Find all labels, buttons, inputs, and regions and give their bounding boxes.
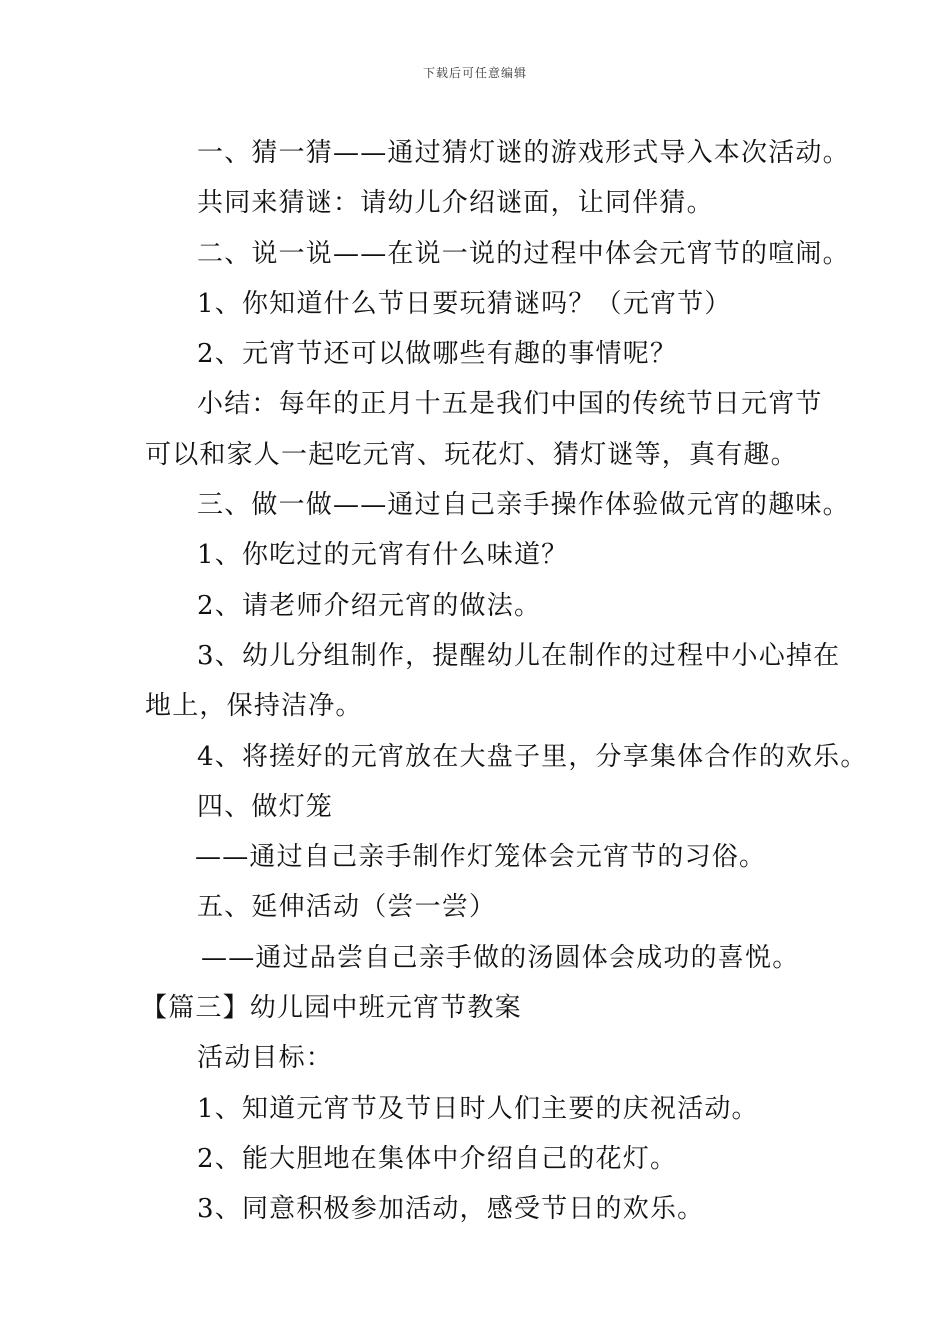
paragraph-line: 二、说一说——在说一说的过程中体会元宵节的喧闹。 xyxy=(197,238,850,269)
paragraph-line: 2、请老师介绍元宵的做法。 xyxy=(197,590,542,621)
page-header: 下载后可任意编辑 xyxy=(422,66,527,80)
paragraph-line: ——通过品尝自己亲手做的汤圆体会成功的喜悦。 xyxy=(201,942,800,973)
paragraph-line: 一、猜一猜——通过猜灯谜的游戏形式导入本次活动。 xyxy=(197,138,850,168)
paragraph-line: 活动目标： xyxy=(197,1043,334,1074)
paragraph-line: 三、做一做——通过自己亲手操作体验做元宵的趣味。 xyxy=(197,490,850,521)
paragraph-line: 四、做灯笼 xyxy=(197,791,334,822)
paragraph-line: 1、知道元宵节及节日时人们主要的庆祝活动。 xyxy=(197,1093,759,1124)
paragraph-line: 2、能大胆地在集体中介绍自己的花灯。 xyxy=(197,1143,678,1174)
paragraph-line: 小结：每年的正月十五是我们中国的传统节日元宵节 xyxy=(197,389,823,420)
paragraph-line: 地上，保持洁净。 xyxy=(145,691,363,722)
paragraph-line: 3、幼儿分组制作，提醒幼儿在制作的过程中小心掉在 xyxy=(197,640,841,671)
paragraph-line: 1、你吃过的元宵有什么味道？ xyxy=(197,540,569,571)
paragraph-line: 2、元宵节还可以做哪些有趣的事情呢？ xyxy=(197,339,678,370)
paragraph-line: 可以和家人一起吃元宵、玩花灯、猜灯谜等，真有趣。 xyxy=(145,439,798,470)
section-heading: 【篇三】幼儿园中班元宵节教案 xyxy=(141,993,522,1024)
paragraph-line: 共同来猜谜：请幼儿介绍谜面，让同伴猜。 xyxy=(197,188,714,219)
document-body xyxy=(141,128,868,1235)
paragraph-line: ——通过自己亲手制作灯笼体会元宵节的习俗。 xyxy=(195,842,767,873)
paragraph-line: 3、同意积极参加活动，感受节日的欢乐。 xyxy=(197,1194,705,1225)
paragraph-line: 五、延伸活动（尝一尝） xyxy=(197,892,497,923)
paragraph-line: 1、你知道什么节日要玩猜谜吗？（元宵节） xyxy=(197,288,732,319)
paragraph-line: 4、将搓好的元宵放在大盘子里，分享集体合作的欢乐。 xyxy=(197,741,868,772)
